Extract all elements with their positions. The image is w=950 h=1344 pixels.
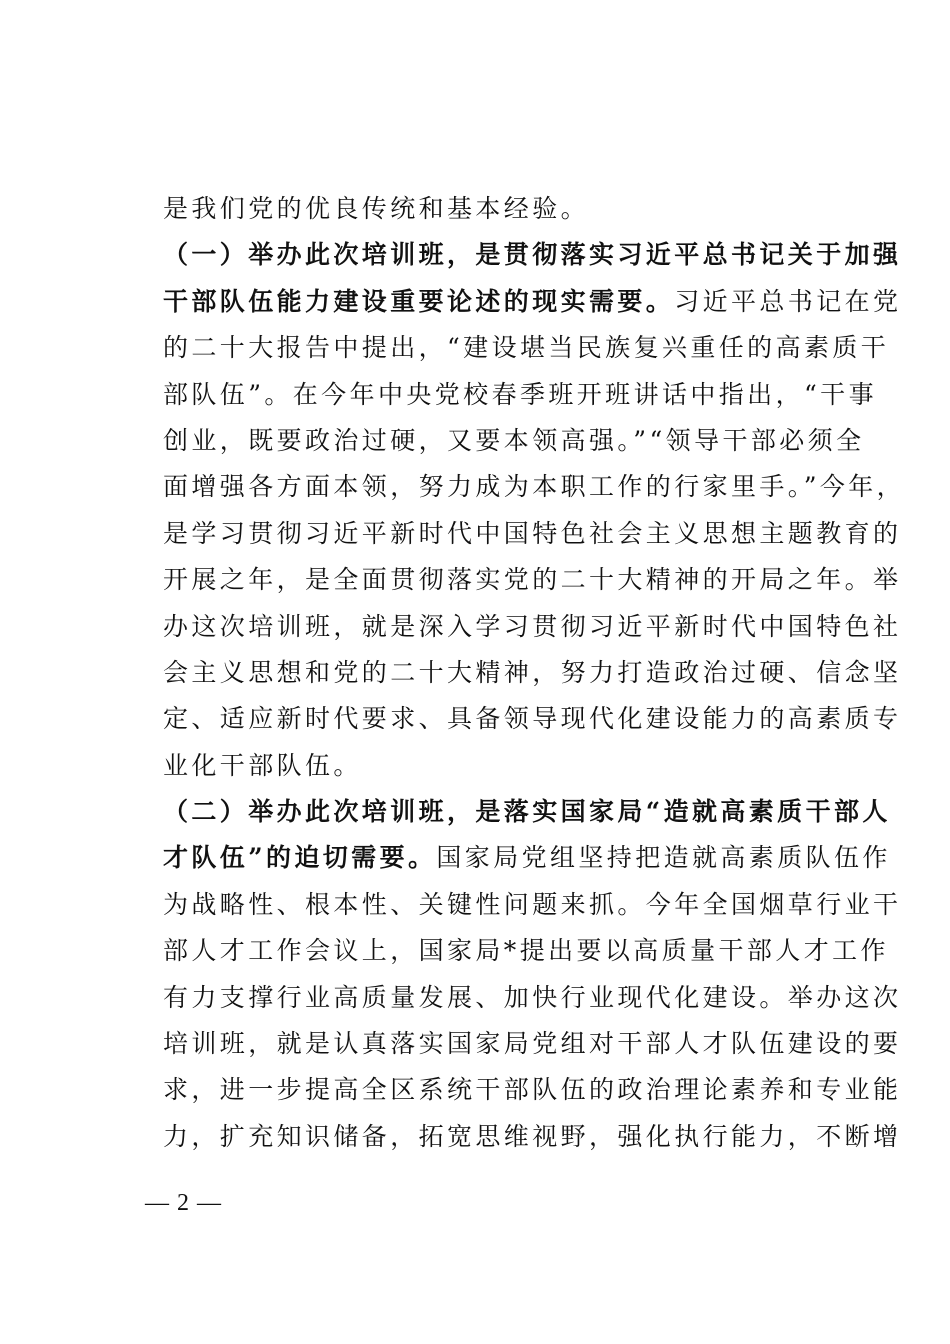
text-line: 部人才工作会议上，国家局*提出要以高质量干部人才工作: [163, 936, 889, 966]
text-line: 求，进一步提高全区系统干部队伍的政治理论素养和专业能: [163, 1075, 902, 1105]
text-line: 为战略性、根本性、关键性问题来抓。今年全国烟草行业干: [163, 889, 902, 919]
text-line: 面增强各方面本领，努力成为本职工作的行家里手。”今年，: [163, 472, 906, 502]
text-line: 开展之年，是全面贯彻落实党的二十大精神的开局之年。举: [163, 565, 902, 595]
text-line: 培训班，就是认真落实国家局党组对干部人才队伍建设的要: [163, 1029, 902, 1059]
text-line: 会主义思想和党的二十大精神，努力打造政治过硬、信念坚: [163, 657, 902, 687]
text-line: 定、适应新时代要求、具备领导现代化建设能力的高素质专: [163, 704, 902, 734]
text-line: 业化干部队伍。: [163, 750, 362, 780]
text-line: 力，扩充知识储备，拓宽思维视野，强化执行能力，不断增: [163, 1121, 902, 1151]
section-heading-line: （二）举办此次培训班，是落实国家局“造就高素质干部人: [163, 797, 891, 827]
text-line: 有力支撑行业高质量发展、加快行业现代化建设。举办这次: [163, 982, 902, 1012]
text-fragment: 习近平总书记在党: [674, 286, 902, 316]
text-line: 是我们党的优良传统和基本经验。: [163, 194, 590, 223]
text-line: 创业，既要政治过硬，又要本领高强。”“领导干部必须全: [163, 425, 865, 455]
text-line: 的二十大报告中提出，“建设堪当民族复兴重任的高素质干: [163, 333, 890, 363]
mixed-line: [163, 279, 902, 325]
paragraph-two: [163, 789, 902, 1160]
section-heading-line: （一）举办此次培训班，是贯彻落实习近平总书记关于加强: [163, 240, 902, 270]
text-fragment: 国家局党组坚持把造就高素质队伍作: [436, 843, 891, 873]
mixed-line: [163, 835, 891, 881]
document-body: [163, 186, 906, 1160]
paragraph-one: [163, 232, 906, 789]
section-heading-line: 才队伍”的迫切需要。: [163, 843, 437, 873]
section-heading-line: 干部队伍能力建设重要论述的现实需要。: [163, 286, 675, 316]
page-number: — 2 —: [145, 1190, 222, 1216]
text-line: 部队伍”。在今年中央党校春季班开班讲话中指出，“干事: [163, 379, 877, 409]
paragraph-continuation: [163, 186, 833, 232]
text-line: 办这次培训班，就是深入学习贯彻习近平新时代中国特色社: [163, 611, 902, 641]
text-line: 是学习贯彻习近平新时代中国特色社会主义思想主题教育的: [163, 518, 902, 548]
